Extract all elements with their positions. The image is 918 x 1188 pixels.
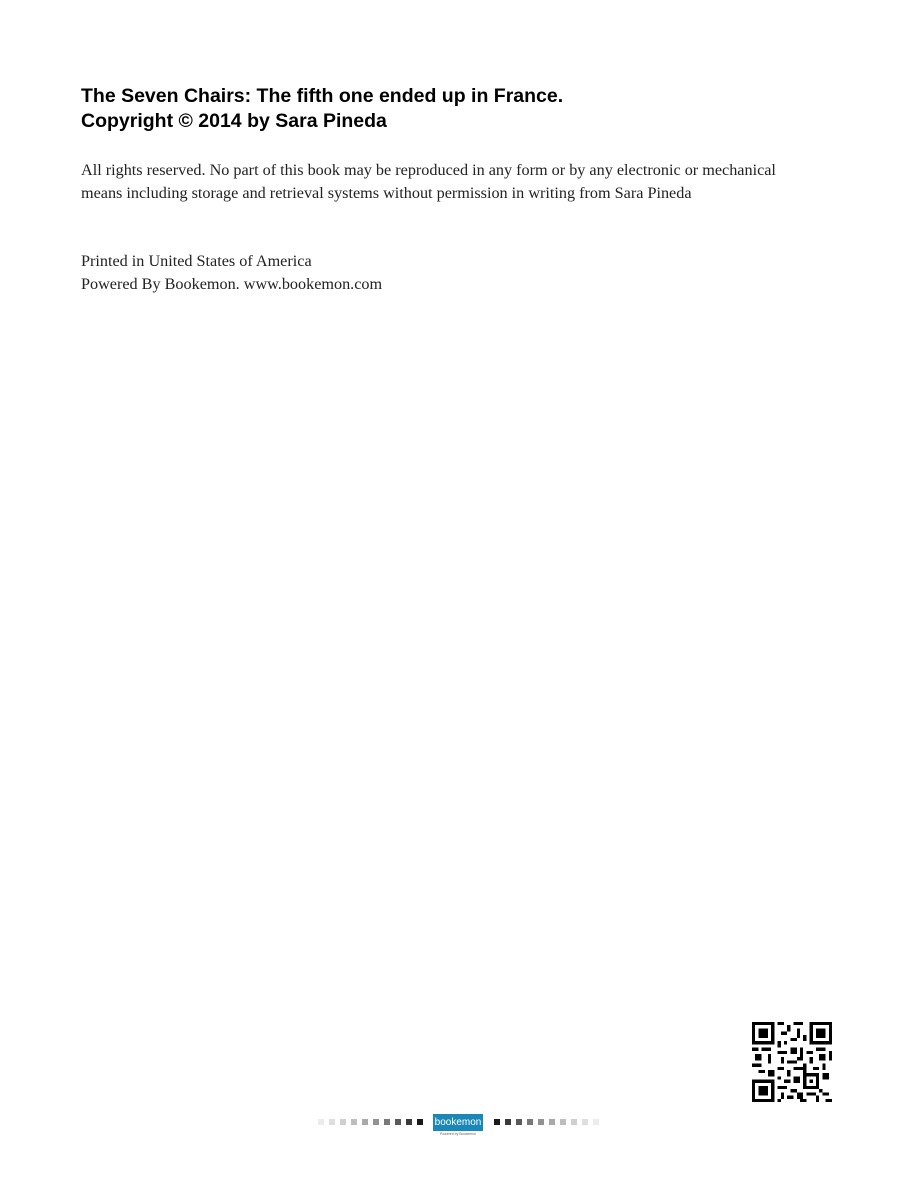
footer-square	[560, 1119, 566, 1125]
footer-square	[340, 1119, 346, 1125]
footer-square	[571, 1119, 577, 1125]
footer-square	[516, 1119, 522, 1125]
footer-square	[527, 1119, 533, 1125]
footer-square	[538, 1119, 544, 1125]
footer-square	[582, 1119, 588, 1125]
footer-square	[362, 1119, 368, 1125]
footer-square	[329, 1119, 335, 1125]
book-title: The Seven Chairs: The fifth one ended up in France.	[81, 85, 564, 107]
qr-code-icon	[752, 1022, 832, 1102]
footer-square	[505, 1119, 511, 1125]
footer-logo-strip	[318, 1114, 600, 1144]
footer-square	[549, 1119, 555, 1125]
footer-square	[395, 1119, 401, 1125]
footer-square	[417, 1119, 423, 1125]
footer-square	[593, 1119, 599, 1125]
bookemon-logo: bookemon	[433, 1114, 483, 1131]
footer-square	[351, 1119, 357, 1125]
title-block	[81, 84, 563, 134]
rights-statement: All rights reserved. No part of this book may be reproduced in any form or by any electronic or mechanical means including storage and retrieval systems without permission in writing from Sara Pineda	[81, 161, 776, 202]
printed-in-line: Printed in United States of America	[81, 252, 312, 270]
copyright-line: Copyright © 2014 by Sara Pineda	[81, 110, 387, 132]
print-info	[81, 250, 382, 296]
footer-square	[373, 1119, 379, 1125]
footer-square	[384, 1119, 390, 1125]
footer-square	[318, 1119, 324, 1125]
logo-tagline: Powered by Bookemon	[439, 1132, 477, 1136]
footer-square	[406, 1119, 412, 1125]
footer-square	[494, 1119, 500, 1125]
powered-by-line: Powered By Bookemon. www.bookemon.com	[81, 275, 383, 293]
